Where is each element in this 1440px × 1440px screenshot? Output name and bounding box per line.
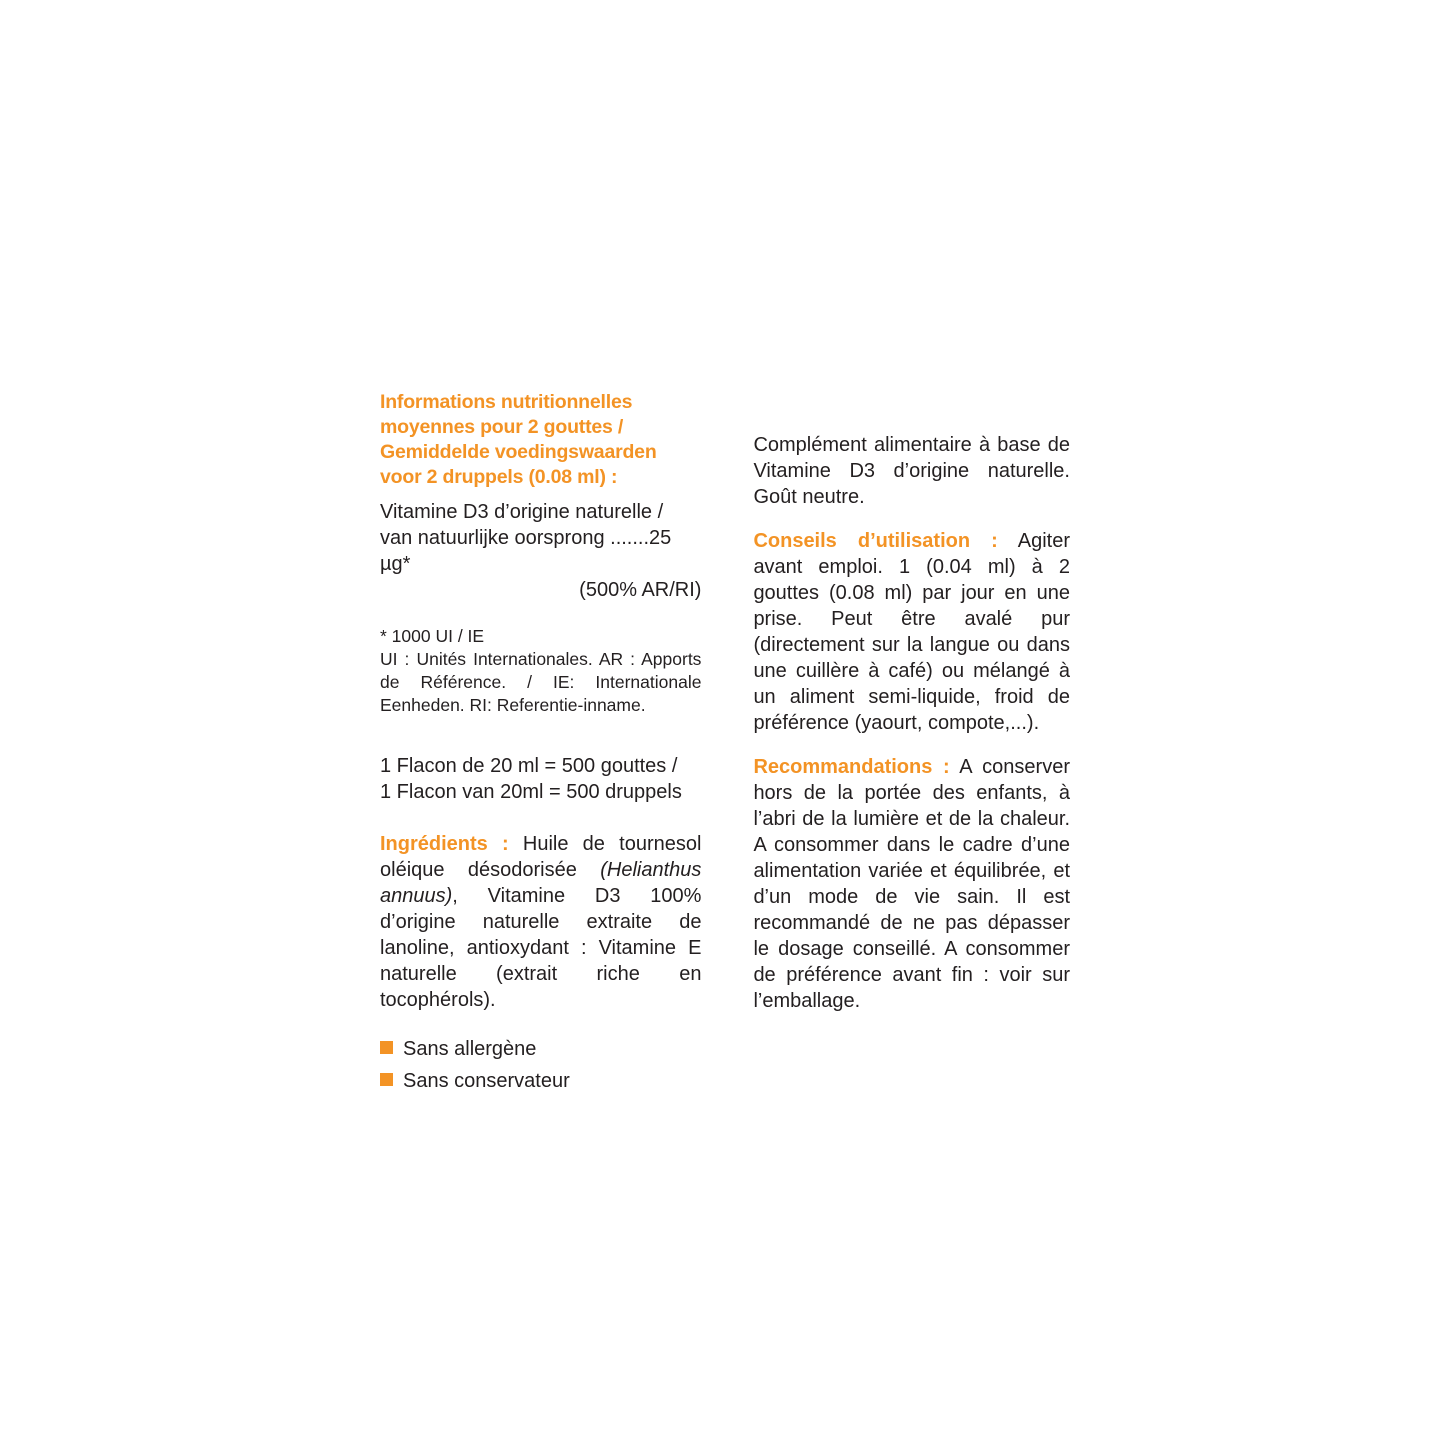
ingredients-paragraph [380,831,701,1013]
usage-paragraph [753,528,1070,736]
claim-label: Sans conservateur [403,1070,570,1092]
nutrition-heading-line-3: Gemiddelde voedingswaarden [380,441,657,463]
recommendations-text: A conserver hors de la portée des enfants, à l’abri de la lumière et de la chaleur. A consommer dans le cadre d’une alimentation variée et équilibrée, et d’un mode de vie sain. Il est recommandé de ne pas dépasser le dosage conseillé. A consommer de préférence avant fin : voir sur l’emballage. [753,756,1070,1012]
product-label [380,390,1070,1097]
bottle-yield [380,753,701,805]
square-bullet-icon [380,1073,393,1086]
product-intro-paragraph [753,432,1070,510]
square-bullet-icon [380,1041,393,1054]
nutrition-values [380,499,701,603]
nutrition-row-reference-intake: (500% AR/RI) [579,579,702,601]
bottle-yield-fr: 1 Flacon de 20 ml = 500 gouttes / [380,755,678,777]
nutrition-heading-line-4: voor 2 druppels (0.08 ml) : [380,466,618,488]
list-item [380,1065,701,1097]
footnote-ui-ie: * 1000 UI / IE [380,626,485,646]
product-intro-text: Complément alimentaire à base de Vitamine D3 d’origine naturelle. Goût neutre. [753,434,1070,508]
claims-list [380,1033,701,1097]
bottle-yield-nl: 1 Flacon van 20ml = 500 druppels [380,781,682,803]
usage-text: Agiter avant emploi. 1 (0.04 ml) à 2 gouttes (0.08 ml) par jour en une prise. Peut être avalé pur (directement sur la langue ou dans une cuillère à café) ou mélangé à un aliment semi-liquide, froid de préférence (yaourt, compote,...). [753,530,1070,734]
nutrition-heading [380,390,701,490]
recommendations-paragraph [753,754,1070,1014]
nutrition-heading-line-2: moyennes pour 2 gouttes / [380,416,624,438]
ingredients-text-after-italic: , Vitamine D3 100% d’origine naturelle extraite de lanoline, antioxydant : Vitamine E naturelle (extrait riche en tocophérols). [380,885,702,1011]
nutrition-footnote [380,625,701,717]
footnote-abbreviations: UI : Unités Internationales. AR : Apports de Référence. / IE: Internationale Eenheden. RI: Referentie-inname. [380,649,702,715]
usage-label: Conseils d’utilisation : [753,530,998,552]
nutrition-row-line-1: Vitamine D3 d’origine naturelle / [380,501,664,523]
recommendations-label: Recommandations : [753,756,950,778]
list-item [380,1033,701,1065]
claim-label: Sans allergène [403,1038,537,1060]
ingredients-latin-name: (Helianthus annuus) [380,859,702,907]
nutrition-column [380,390,701,1097]
nutrition-row-line-2: van natuurlijke oorsprong .......25 µg* [380,527,672,575]
ingredients-text-before-italic: Huile de tournesol oléique désodorisée [380,833,702,881]
ingredients-label: Ingrédients : [380,833,509,855]
nutrition-heading-line-1: Informations nutritionnelles [380,391,633,413]
usage-column [753,390,1070,1014]
